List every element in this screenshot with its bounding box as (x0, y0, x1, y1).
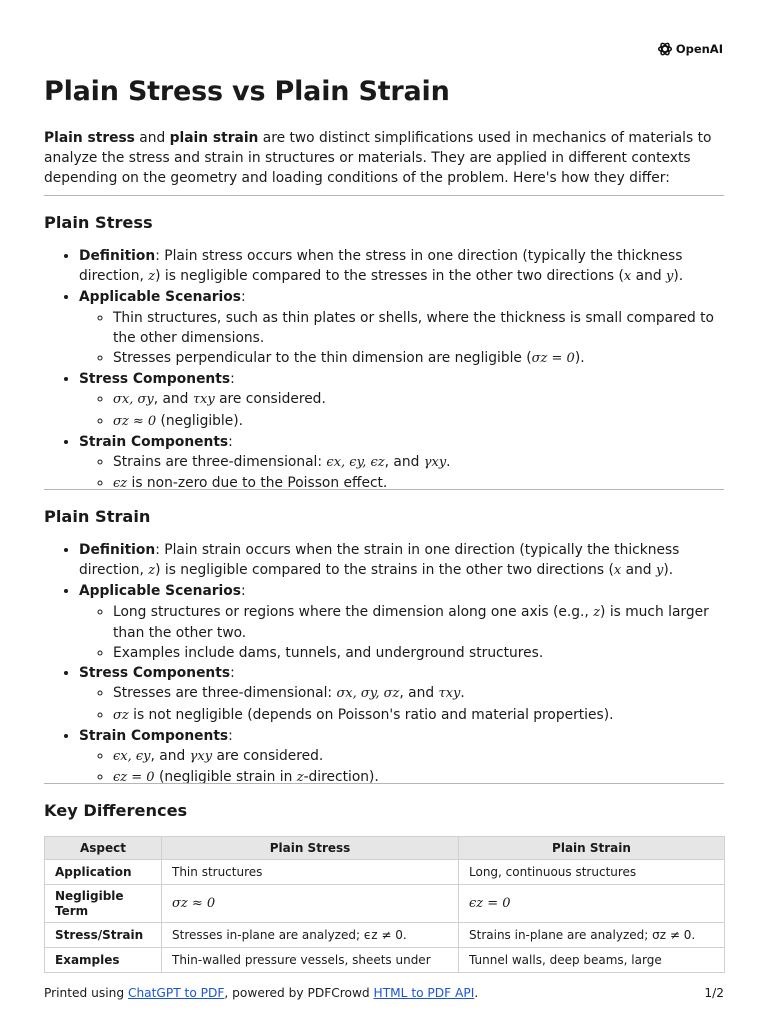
key-differences-table (44, 836, 725, 973)
sub-list-item (113, 683, 724, 704)
item-text: Strains are three-dimensional: (113, 454, 327, 471)
list-item: • Strain Components: ◦ ϵx, ϵy, and γxy are considered. ◦ ϵz = 0 (negligible strain in z-direction). (79, 726, 724, 789)
math-symbol: x (623, 269, 632, 285)
item-text: (negligible). (156, 412, 244, 429)
item-text: ). (663, 562, 674, 579)
page-title: Plain Stress vs Plain Strain (44, 76, 450, 107)
aspect-cell: Application (45, 860, 162, 885)
aspect-cell: Stress/Strain (45, 923, 162, 948)
plain-strain-cell (459, 885, 725, 923)
html-to-pdf-api-link[interactable]: HTML to PDF API (373, 986, 475, 1000)
sub-list-item: ◦ Examples include dams, tunnels, and underground structures. (113, 643, 724, 663)
math-expression: σz (113, 707, 129, 723)
brand-name: OpenAI (675, 42, 723, 56)
plain-strain-cell: Tunnel walls, deep beams, large (459, 948, 725, 973)
plain-stress-section (44, 246, 724, 494)
sub-list-item (113, 473, 724, 494)
item-text: is not negligible (depends on Poisson's ratio and material properties). (128, 706, 614, 723)
item-text: ). (673, 268, 684, 285)
column-header-plain-strain: Plain Strain (459, 837, 725, 860)
list-item: • Strain Components: ◦ Strains are three-dimensional: ϵx, ϵy, ϵz, and γxy. ◦ ϵz is non-zero due to the Poisson effect. (79, 432, 724, 495)
table-row (45, 860, 725, 885)
math-symbol: y (665, 269, 674, 285)
math-symbol: z (593, 604, 601, 620)
column-header-plain-stress: Plain Stress (162, 837, 459, 860)
math-symbol: x (613, 563, 622, 579)
math-expression: ϵz = 0 (113, 770, 155, 786)
item-label: Stress Components (79, 371, 231, 388)
list-item: • Stress Components: ◦ Stresses are three-dimensional: σx, σy, σz, and τxy. ◦ σz is not negligible (depends on Poisson's ratio and material properties). (79, 663, 724, 726)
footer-text: . (474, 986, 479, 1000)
plain-strain-cell: Strains in-plane are analyzed; σz ≠ 0. (459, 923, 725, 948)
sub-list-item (113, 452, 724, 473)
item-text: and (631, 268, 666, 285)
math-symbol: z (148, 563, 156, 579)
footer-text: , powered by PDFCrowd (224, 986, 374, 1000)
math-expression: ϵx, ϵy (113, 749, 151, 765)
sub-list-item (113, 348, 724, 369)
divider (44, 489, 724, 490)
sub-list-item (113, 389, 724, 410)
item-text: ). (574, 350, 585, 367)
list-item (79, 540, 724, 581)
item-text: is non-zero due to the Poisson effect. (127, 475, 388, 492)
item-text: . (446, 454, 451, 471)
intro-text: and (134, 130, 170, 146)
aspect-cell: Negligible Term (45, 885, 162, 923)
item-text: Stresses are three-dimensional: (113, 685, 337, 702)
sub-list-item (113, 705, 724, 726)
item-text: , and (150, 748, 190, 765)
divider (44, 783, 724, 784)
item-label: Stress Components (79, 665, 231, 682)
plain-strain-section (44, 540, 724, 788)
math-symbol: y (655, 563, 664, 579)
math-expression: σx, σy (113, 392, 154, 408)
item-text: Stresses perpendicular to the thin dimension are negligible ( (113, 350, 532, 367)
item-label: Definition (79, 248, 156, 264)
item-text: : Plain stress occurs when the stress in one direction (typically the thickness direction, (79, 248, 683, 285)
chatgpt-to-pdf-link[interactable]: ChatGPT to PDF (127, 986, 225, 1000)
page-number: 1/2 (704, 986, 724, 1000)
math-expression: σx, σy, σz (336, 686, 400, 702)
item-text: and (621, 562, 656, 579)
table-row (45, 923, 725, 948)
math-expression: ϵz = 0 (469, 896, 511, 911)
list-item (79, 246, 724, 287)
plain-stress-cell: Thin structures (162, 860, 459, 885)
footer-text: Printed using (44, 986, 128, 1000)
item-text: , and (153, 391, 193, 408)
list-item: • Applicable Scenarios: ◦ Long structures or regions where the dimension along one axis (e.g., z) is much larger than the other two. ◦ Examples include dams, tunnels, and underground structures. (79, 581, 724, 663)
column-header-aspect: Aspect (45, 837, 162, 860)
math-expression: ϵx, ϵy, ϵz (326, 455, 385, 471)
item-text: -direction). (303, 769, 379, 786)
divider (44, 195, 724, 196)
sub-list-item (113, 746, 724, 767)
item-text: ) is much larger than the other two. (113, 603, 709, 641)
sub-list-item (113, 767, 724, 788)
list-item: • Applicable Scenarios: ◦ Thin structures, such as thin plates or shells, where the thickness is small compared to the other dimensions. ◦ Stresses perpendicular to the thin dimension are negligible (σz = 0). (79, 287, 724, 369)
intro-paragraph (44, 128, 724, 189)
table-row (45, 885, 725, 923)
math-expression: τxy (192, 392, 215, 408)
item-text: ) is negligible compared to the stresses in the other two directions ( (155, 268, 624, 285)
item-text: ) is negligible compared to the strains in the other two directions ( (155, 562, 614, 579)
section-heading-key-differences: Key Differences (44, 801, 188, 820)
math-expression: γxy (423, 455, 447, 471)
math-expression: σz = 0 (531, 351, 575, 367)
page-footer (44, 986, 724, 1000)
item-label: Strain Components (79, 433, 229, 450)
intro-term-plain-stress: Plain stress (44, 130, 135, 146)
math-expression: σz ≈ 0 (172, 896, 216, 911)
section-heading-plain-stress: Plain Stress (44, 213, 153, 232)
openai-logo (657, 41, 723, 57)
math-expression: σz ≈ 0 (113, 413, 157, 429)
item-text: : Plain strain occurs when the strain in one direction (typically the thickness direction, (79, 542, 680, 579)
item-text: Long structures or regions where the dimension along one axis (e.g., (113, 603, 594, 620)
item-label: Definition (79, 542, 156, 558)
footer-credit (44, 986, 478, 1000)
table-row (45, 948, 725, 973)
sub-list-item (113, 411, 724, 432)
list-item: • Stress Components: ◦ σx, σy, and τxy are considered. ◦ σz ≈ 0 (negligible). (79, 369, 724, 432)
item-text: are considered. (214, 391, 326, 408)
item-label: Applicable Scenarios (79, 289, 241, 306)
item-text: are considered. (212, 748, 324, 765)
plain-strain-cell: Long, continuous structures (459, 860, 725, 885)
openai-icon (657, 41, 673, 57)
aspect-cell: Examples (45, 948, 162, 973)
intro-term-plain-strain: plain strain (169, 130, 259, 146)
sub-list-item: ◦ Thin structures, such as thin plates or shells, where the thickness is small compared to the other dimensions. (113, 308, 724, 348)
intro-text: are two distinct simplifications used in mechanics of materials to analyze the stress and strain in structures or materials. They are applied in different contexts depending on the geometry and loading conditions of the problem. Here's how they differ: (44, 130, 712, 187)
section-heading-plain-strain: Plain Strain (44, 507, 151, 526)
item-text: , and (384, 454, 424, 471)
sub-list-item (113, 602, 724, 643)
item-label: Applicable Scenarios (79, 583, 241, 600)
plain-stress-cell: Stresses in-plane are analyzed; ϵz ≠ 0. (162, 923, 459, 948)
item-label: Strain Components (79, 727, 229, 744)
item-text: (negligible strain in (154, 769, 297, 786)
math-expression: ϵz (113, 476, 128, 492)
item-text: . (460, 685, 465, 702)
plain-stress-cell (162, 885, 459, 923)
item-text: , and (399, 685, 439, 702)
plain-stress-cell: Thin-walled pressure vessels, sheets under (162, 948, 459, 973)
math-expression: τxy (438, 686, 461, 702)
math-symbol: z (148, 269, 156, 285)
math-symbol: z (296, 770, 304, 786)
table-header-row (45, 837, 725, 860)
math-expression: γxy (189, 749, 213, 765)
